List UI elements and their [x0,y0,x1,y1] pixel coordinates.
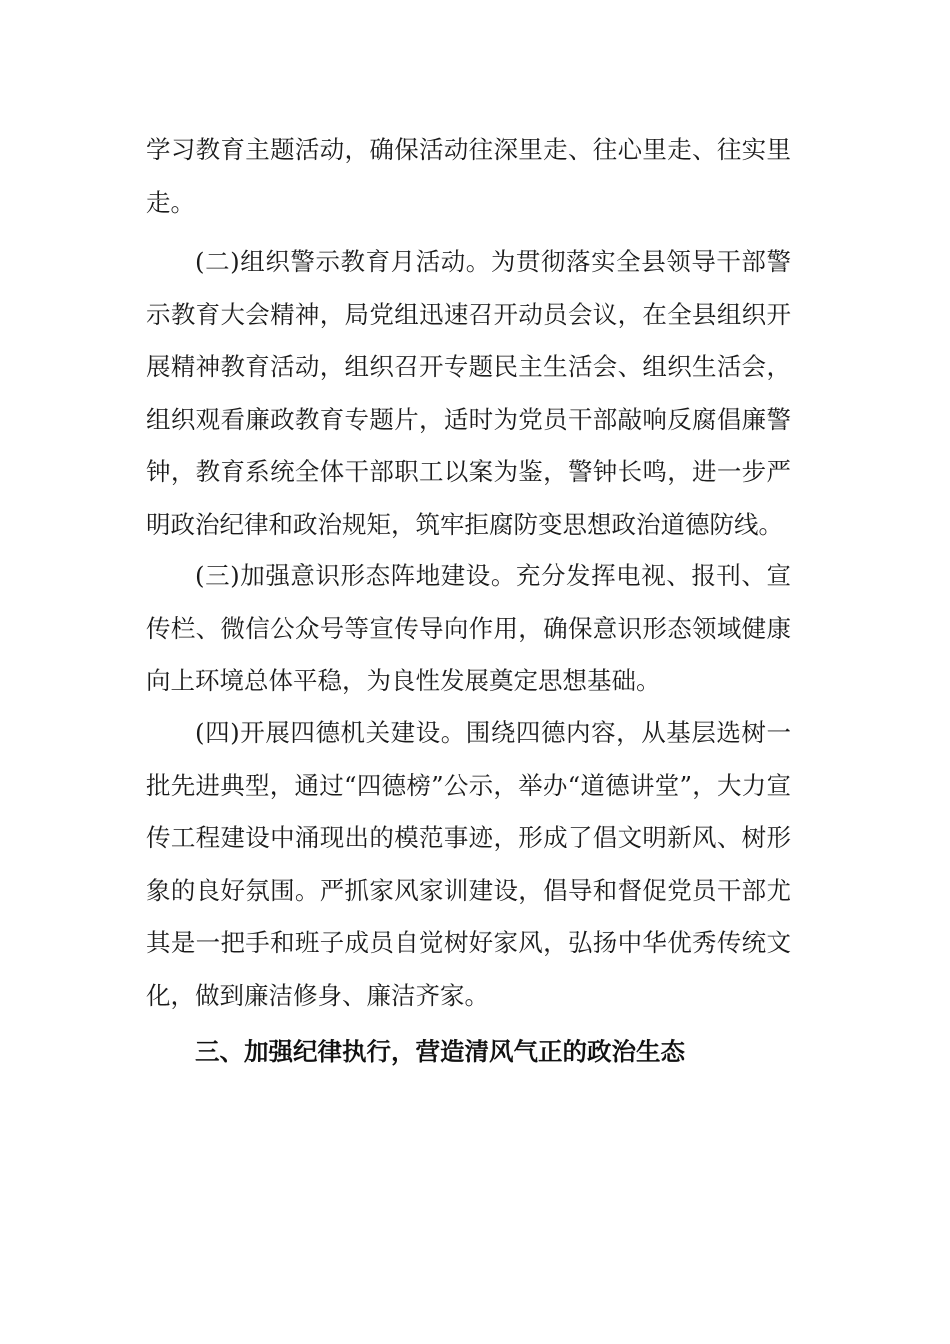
paragraph-section-4: (四)开展四德机关建设。围绕四德内容，从基层选树一批先进典型，通过“四德榜”公示，举办“道德讲堂”，大力宣传工程建设中涌现出的模范事迹，形成了倡文明新风、树形象的良好氛围。严抓家风家训建设，倡导和督促党员干部尤其是一把手和班子成员自觉树好家风，弘扬中华优秀传统文化，做到廉洁修身、廉洁齐家。 [146,718,791,1010]
paragraph-section-2: (二)组织警示教育月活动。为贯彻落实全县领导干部警示教育大会精神，局党组迅速召开动员会议，在全县组织开展精神教育活动，组织召开专题民主生活会、组织生活会，组织观看廉政教育专题片，适时为党员干部敲响反腐倡廉警钟，教育系统全体干部职工以案为鉴，警钟长鸣，进一步严明政治纪律和政治规矩，筑牢拒腐防变思想政治道德防线。 [146,247,791,539]
section-heading: 三、加强纪律执行，营造清风气正的政治生态 [195,1037,685,1066]
paragraph-section-3: (三)加强意识形态阵地建设。充分发挥电视、报刊、宣传栏、微信公众号等宣传导向作用，确保意识形态领域健康向上环境总体平稳，为良性发展奠定思想基础。 [146,561,791,695]
paragraph-continuation: 学习教育主题活动，确保活动往深里走、往心里走、往实里走。 [146,135,791,217]
